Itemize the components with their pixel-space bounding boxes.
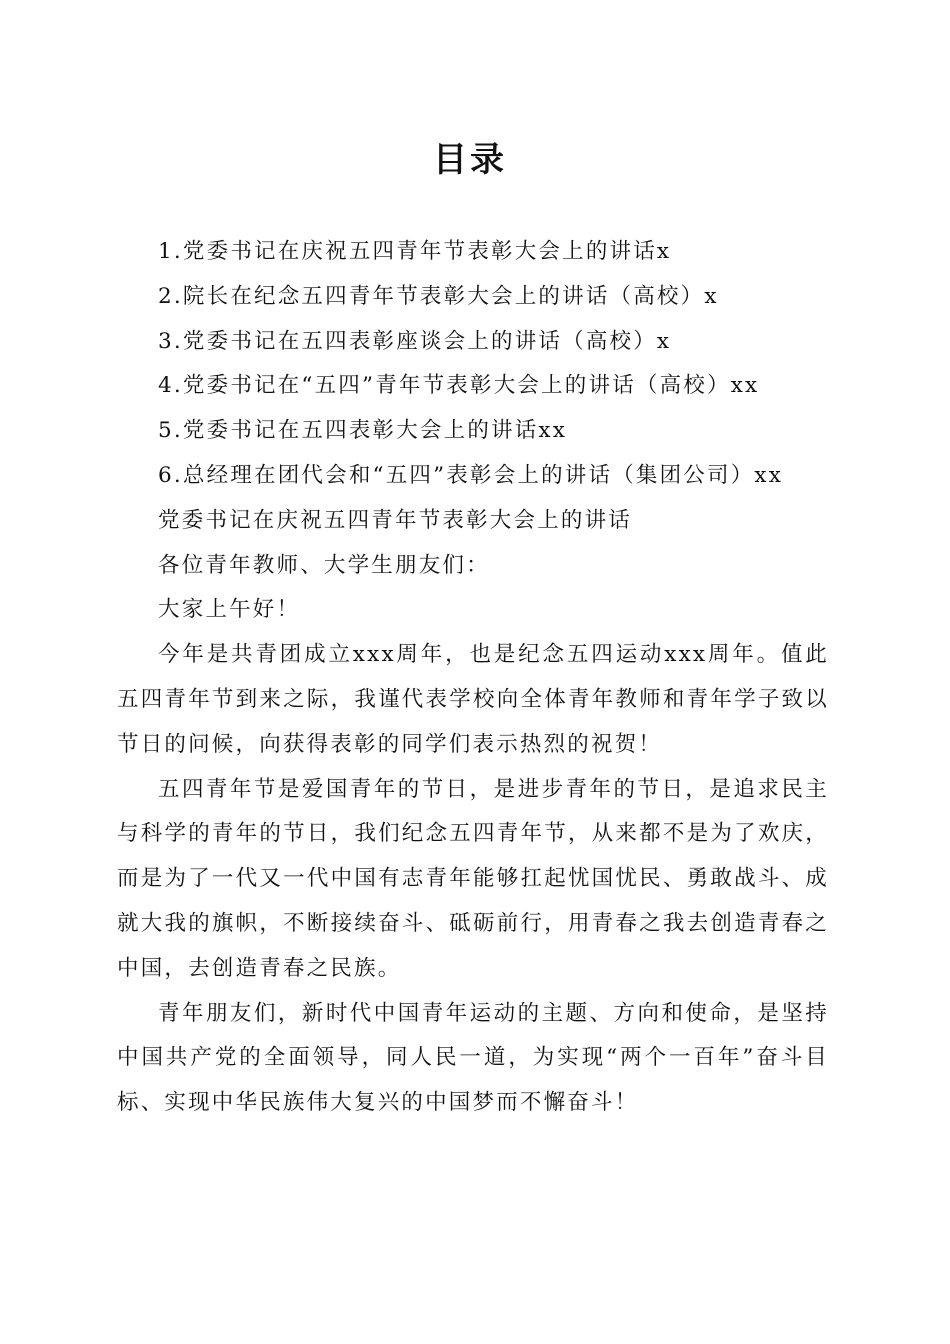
document-title: 目录 (433, 140, 507, 180)
speech-greeting: 大家上午好！ (158, 597, 301, 623)
toc-item-6: 6.总经理在团代会和“五四”表彰会上的讲话（集团公司）xx (158, 462, 784, 488)
speech-paragraph-2: 五四青年节是爱国青年的节日，是进步青年的节日，是追求民主与科学的青年的节日，我们纪念五四青年节，从来都不是为了欢庆，而是为了一代又一代中国有志青年能够扛起忧国忧民、勇敢战斗、成就大我的旗帜，不断接续奋斗、砥砺前行，用青春之我去创造青春之中国，去创造青春之民族。 (117, 776, 829, 981)
toc-item-1: 1.党委书记在庆祝五四青年节表彰大会上的讲话x (158, 239, 672, 264)
toc-item-5: 5.党委书记在五四表彰大会上的讲话xx (158, 418, 568, 444)
toc-item-2: 2.院长在纪念五四青年节表彰大会上的讲话（高校）x (158, 283, 719, 309)
speech-paragraph-1: 今年是共青团成立xxx周年，也是纪念五四运动xxx周年。值此五四青年节到来之际，我谨代表学校向全体青年教师和青年学子致以节日的问候，向获得表彰的同学们表示热烈的祝贺！ (117, 642, 829, 757)
document-body (117, 230, 829, 1126)
speech-heading: 党委书记在庆祝五四青年节表彰大会上的讲话 (158, 507, 633, 533)
toc-item-4: 4.党委书记在“五四”青年节表彰大会上的讲话（高校）xx (158, 373, 760, 399)
speech-salutation: 各位青年教师、大学生朋友们： (158, 552, 490, 578)
toc-item-3: 3.党委书记在五四表彰座谈会上的讲话（高校）x (158, 328, 672, 354)
table-of-contents (117, 230, 829, 499)
speech-paragraph-3: 青年朋友们，新时代中国青年运动的主题、方向和使命，是坚持中国共产党的全面领导，同人民一道，为实现“两个一百年”奋斗目标、实现中华民族伟大复兴的中国梦而不懈奋斗！ (117, 1000, 829, 1116)
